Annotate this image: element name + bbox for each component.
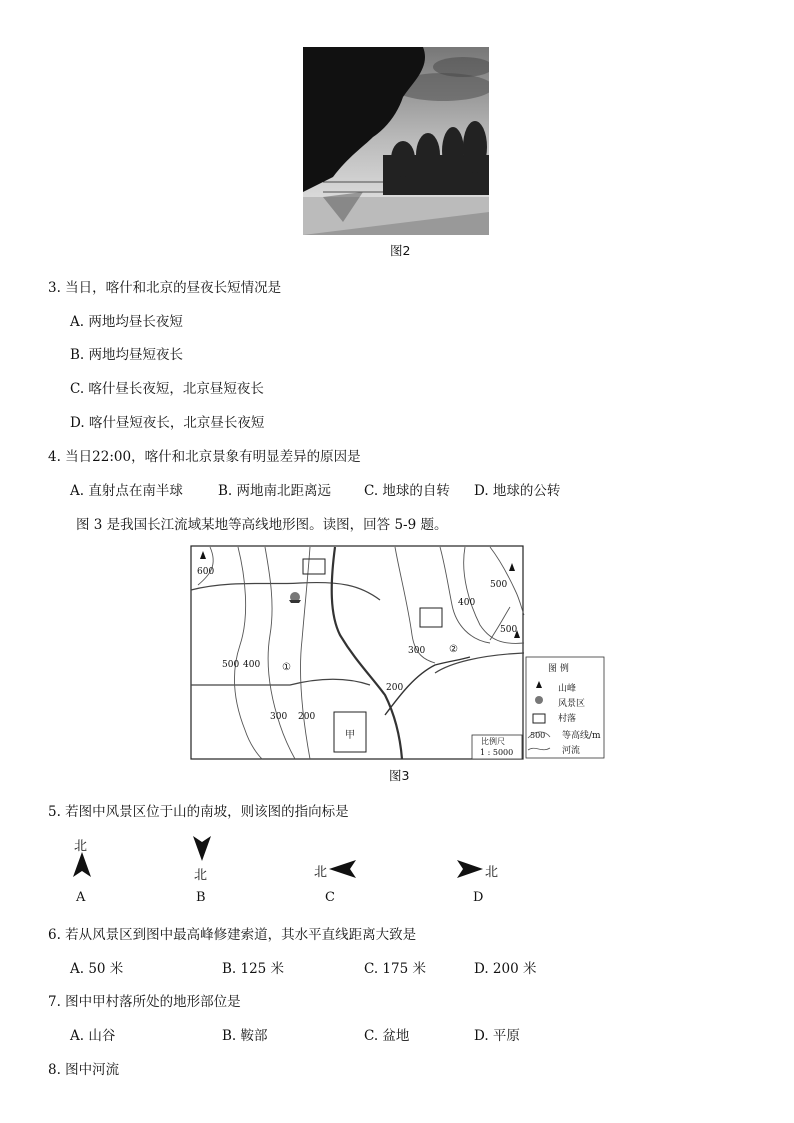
q3-option-d: D. 喀什昼短夜长，北京昼长夜短 (70, 415, 265, 431)
contour-label: 200 (386, 683, 404, 693)
q4-option-b: B. 两地南北距离远 (218, 483, 332, 499)
q4-option-c: C. 地球的自转 (364, 483, 450, 499)
q3-option-a: A. 两地均昼长夜短 (70, 314, 183, 330)
scale-title: 比例尺 (481, 737, 505, 746)
q4-option-d: D. 地球的公转 (474, 483, 561, 499)
contour-label: 400 (243, 660, 261, 670)
q3-stem: 3. 当日，喀什和北京的昼夜长短情况是 (48, 280, 282, 296)
q7-stem: 7. 图中甲村落所处的地形部位是 (48, 994, 241, 1010)
arrow-a-north-label: 北 (74, 839, 88, 854)
q7-option-a: A. 山谷 (70, 1028, 116, 1044)
q7-option-b: B. 鞍部 (222, 1028, 268, 1044)
arrow-d-north-label: 北 (485, 865, 499, 880)
legend-scenic: 风景区 (558, 699, 586, 709)
arrow-left-icon (329, 859, 357, 879)
contour-label: 500 (490, 580, 508, 590)
legend-title: 图 例 (548, 664, 569, 674)
contour-label: 300 (408, 646, 426, 656)
q6-option-c: C. 175 米 (364, 961, 426, 977)
arrow-b-north-label: 北 (194, 868, 208, 883)
contour-label: 500 (500, 625, 518, 635)
arrow-c-north-label: 北 (314, 865, 328, 880)
legend-river: 河流 (562, 746, 581, 756)
arrow-down-icon (192, 836, 212, 862)
intro-text: 图 3 是我国长江流域某地等高线地形图。读图，回答 5-9 题。 (76, 517, 448, 533)
contour-label: 400 (458, 598, 476, 608)
figure3-caption: 图3 (389, 768, 410, 783)
q7-option-d: D. 平原 (474, 1028, 520, 1044)
legend-peak: 山峰 (558, 684, 577, 694)
contour-label: 500 (222, 660, 240, 670)
marker-1: ① (282, 662, 291, 673)
marker-2: ② (449, 644, 458, 655)
q4-option-a: A. 直射点在南半球 (70, 483, 183, 499)
contour-label: 300 (270, 712, 288, 722)
q3-option-b: B. 两地均昼短夜长 (70, 347, 184, 363)
q7-option-c: C. 盆地 (364, 1028, 410, 1044)
q5-stem: 5. 若图中风景区位于山的南坡，则该图的指向标是 (48, 804, 349, 820)
q4-stem: 4. 当日22:00，喀什和北京景象有明显差异的原因是 (48, 449, 361, 465)
contour-label: 200 (298, 712, 316, 722)
arrow-a-letter: A (76, 890, 86, 905)
scale-value: 1 : 5000 (480, 748, 514, 757)
arrow-up-icon (72, 852, 92, 878)
q6-option-b: B. 125 米 (222, 961, 285, 977)
figure2-caption: 图2 (390, 243, 411, 258)
arrow-d-letter: D (473, 890, 484, 905)
legend-village: 村落 (558, 714, 577, 724)
q6-option-d: D. 200 米 (474, 961, 537, 977)
legend-contour-sample: 500 (530, 731, 546, 740)
legend-contour: 等高线/m (562, 731, 601, 741)
q6-stem: 6. 若从风景区到图中最高峰修建索道，其水平直线距离大致是 (48, 927, 417, 943)
q3-option-c: C. 喀什昼长夜短，北京昼短夜长 (70, 381, 264, 397)
q6-option-a: A. 50 米 (70, 961, 124, 977)
village-jia-label: 甲 (345, 730, 355, 741)
arrow-b-letter: B (196, 890, 206, 905)
arrow-c-letter: C (325, 890, 335, 905)
q8-stem: 8. 图中河流 (48, 1062, 120, 1078)
arrow-right-icon (456, 859, 484, 879)
figure2-photo (303, 47, 489, 235)
contour-label: 600 (197, 567, 215, 577)
contour-map (190, 545, 606, 761)
